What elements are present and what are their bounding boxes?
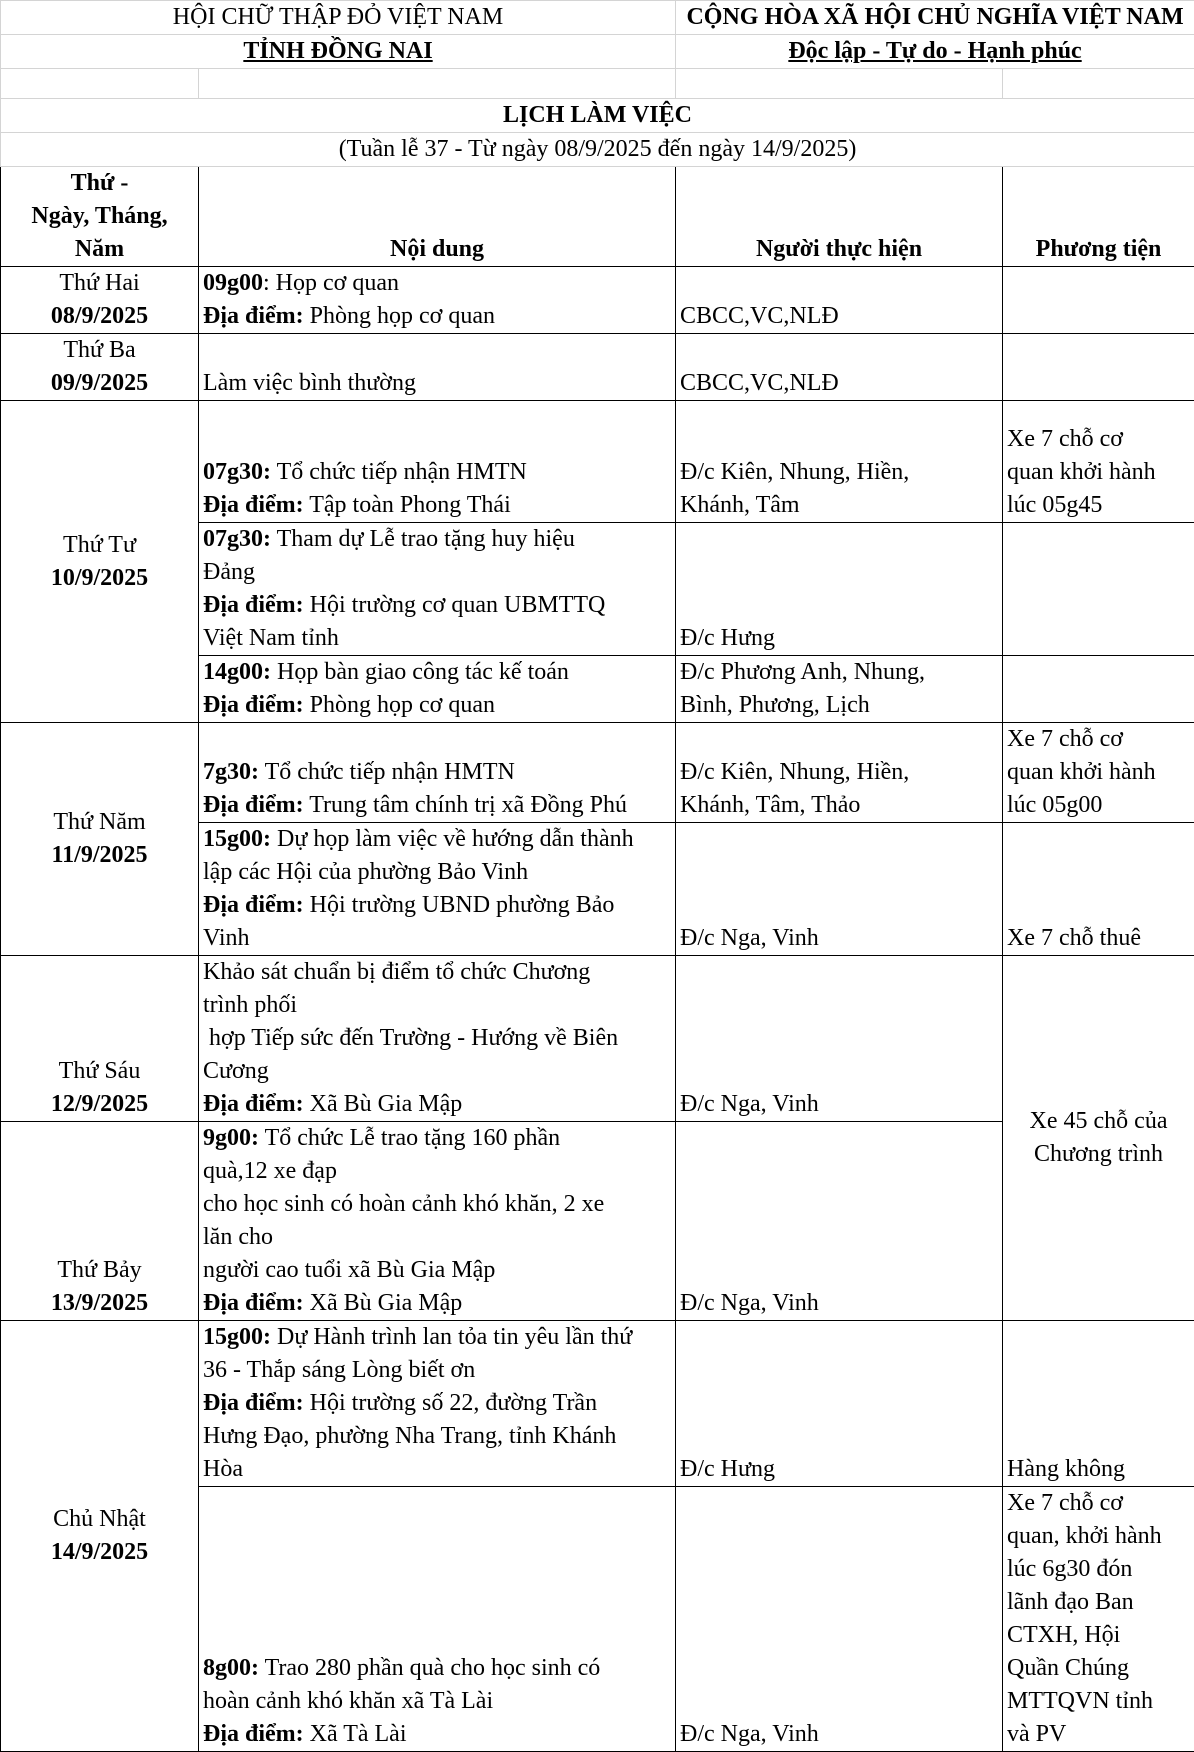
day-name: Thứ Năm (5, 806, 194, 839)
day-cell (1, 956, 199, 1122)
event-location: Xã Tà Lài (304, 1721, 407, 1747)
day-cell (1, 334, 199, 401)
event-task: Dự họp làm việc về hướng dẫn thành (271, 826, 634, 852)
day-name: Thứ Sáu (5, 1055, 194, 1088)
day-name: Thứ Hai (5, 267, 194, 300)
vehicle-cell (1003, 334, 1194, 401)
event-location: Việt Nam tỉnh (203, 622, 671, 655)
vehicle-line: quan khởi hành (1007, 756, 1190, 789)
event-task: : Họp cơ quan (263, 270, 399, 296)
table-row (1, 401, 1194, 523)
day-date: 09/9/2025 (5, 367, 194, 400)
day-cell (1, 723, 199, 956)
day-name: Chủ Nhật (5, 1503, 194, 1536)
vehicle-line: lúc 05g45 (1007, 489, 1190, 522)
event-task: Trao 280 phần quà cho học sinh có (259, 1655, 600, 1681)
event-task: Tổ chức Lễ trao tặng 160 phần (259, 1125, 560, 1151)
country-motto: Độc lập - Tự do - Hạnh phúc (676, 35, 1194, 69)
content-cell (199, 523, 676, 656)
empty-cell (1003, 69, 1194, 99)
col-header-day (1, 167, 199, 267)
vehicle-line: Xe 7 chỗ cơ (1007, 723, 1190, 756)
location-label: Địa điểm: (203, 792, 304, 818)
person-cell: Đ/c Nga, Vinh (676, 1487, 1003, 1752)
day-cell (1, 1122, 199, 1321)
event-time: 9g00: (203, 1125, 259, 1151)
vehicle-line: MTTQVN tỉnh (1007, 1685, 1190, 1718)
location-label: Địa điểm: (203, 892, 304, 918)
vehicle-line: quan khởi hành (1007, 456, 1190, 489)
content-cell (199, 267, 676, 334)
event-location: Vinh (203, 922, 671, 955)
person-cell (676, 656, 1003, 723)
person-line: Khánh, Tâm (680, 489, 998, 522)
content-cell (199, 723, 676, 823)
event-location: Hòa (203, 1453, 671, 1486)
col-header-day-line: Ngày, Tháng, (5, 200, 194, 233)
table-row (1, 723, 1194, 823)
event-time: 07g30: (203, 459, 271, 485)
col-header-person: Người thực hiện (676, 167, 1003, 267)
day-name: Thứ Ba (5, 334, 194, 367)
empty-cell (676, 69, 1003, 99)
event-task: lập các Hội của phường Bảo Vinh (203, 856, 671, 889)
person-cell: Đ/c Hưng (676, 1321, 1003, 1487)
person-line: Bình, Phương, Lịch (680, 689, 998, 722)
event-task: quà,12 xe đạp (203, 1155, 671, 1188)
day-cell (1, 1321, 199, 1752)
event-location: Tập toàn Phong Thái (304, 492, 511, 518)
event-task: Tổ chức tiếp nhận HMTN (259, 759, 515, 785)
event-task: Tham dự Lễ trao tặng huy hiệu (271, 526, 575, 552)
vehicle-cell (1003, 956, 1194, 1321)
col-header-day-line: Thứ - (5, 167, 194, 200)
content-cell (199, 823, 676, 956)
event-time: 15g00: (203, 826, 271, 852)
vehicle-cell (1003, 401, 1194, 523)
table-row (1, 1321, 1194, 1487)
event-task: Cương (203, 1055, 671, 1088)
vehicle-line: quan, khởi hành (1007, 1520, 1190, 1553)
person-cell: CBCC,VC,NLĐ (676, 334, 1003, 401)
content-cell (199, 1122, 676, 1321)
event-time: 09g00 (203, 270, 263, 296)
location-label: Địa điểm: (203, 1390, 304, 1416)
vehicle-line: Xe 45 chỗ của (1007, 1105, 1190, 1138)
vehicle-line: Xe 7 chỗ cơ (1007, 423, 1190, 456)
event-task: Dự Hành trình lan tỏa tin yêu lần thứ (271, 1324, 632, 1350)
person-cell (676, 401, 1003, 523)
event-location: Xã Bù Gia Mập (304, 1290, 463, 1316)
location-label: Địa điểm: (203, 1091, 304, 1117)
person-cell: Đ/c Hưng (676, 523, 1003, 656)
day-date: 14/9/2025 (5, 1536, 194, 1569)
col-header-day-line: Năm (5, 233, 194, 266)
location-label: Địa điểm: (203, 592, 304, 618)
empty-cell (1, 69, 199, 99)
event-task: người cao tuổi xã Bù Gia Mập (203, 1254, 671, 1287)
event-task: 36 - Thắp sáng Lòng biết ơn (203, 1354, 671, 1387)
location-label: Địa điểm: (203, 303, 304, 329)
day-date: 11/9/2025 (5, 839, 194, 872)
org-province: TỈNH ĐỒNG NAI (1, 35, 676, 69)
vehicle-line: Chương trình (1007, 1138, 1190, 1171)
table-row (1, 267, 1194, 334)
person-cell: CBCC,VC,NLĐ (676, 267, 1003, 334)
person-line: Đ/c Phương Anh, Nhung, (680, 656, 998, 689)
vehicle-line: lúc 05g00 (1007, 789, 1190, 822)
event-location: Hưng Đạo, phường Nha Trang, tỉnh Khánh (203, 1420, 671, 1453)
location-label: Địa điểm: (203, 1290, 304, 1316)
event-task: cho học sinh có hoàn cảnh khó khăn, 2 xe (203, 1188, 671, 1221)
vehicle-line: lãnh đạo Ban (1007, 1586, 1190, 1619)
event-task: hoàn cảnh khó khăn xã Tà Lài (203, 1685, 671, 1718)
vehicle-cell (1003, 656, 1194, 723)
event-location: Hội trường cơ quan UBMTTQ (304, 592, 606, 618)
table-row (1, 334, 1194, 401)
event-task: trình phối (203, 989, 671, 1022)
location-label: Địa điểm: (203, 1721, 304, 1747)
event-task: hợp Tiếp sức đến Trường - Hướng về Biên (203, 1022, 671, 1055)
person-cell: Đ/c Nga, Vinh (676, 1122, 1003, 1321)
content-cell (199, 1321, 676, 1487)
vehicle-line: Xe 7 chỗ cơ (1007, 1487, 1190, 1520)
content-cell (199, 401, 676, 523)
person-line: Đ/c Kiên, Nhung, Hiền, (680, 456, 998, 489)
event-time: 15g00: (203, 1324, 271, 1350)
page-subtitle: (Tuần lễ 37 - Từ ngày 08/9/2025 đến ngày 14/9/2025) (1, 133, 1194, 167)
event-location: Xã Bù Gia Mập (304, 1091, 463, 1117)
col-header-vehicle: Phương tiện (1003, 167, 1194, 267)
vehicle-line: Quần Chúng (1007, 1652, 1190, 1685)
vehicle-line: lúc 6g30 đón (1007, 1553, 1190, 1586)
day-name: Thứ Tư (5, 529, 194, 562)
day-date: 10/9/2025 (5, 562, 194, 595)
vehicle-cell: Xe 7 chỗ thuê (1003, 823, 1194, 956)
vehicle-line: CTXH, Hội (1007, 1619, 1190, 1652)
day-date: 13/9/2025 (5, 1287, 194, 1320)
person-cell: Đ/c Nga, Vinh (676, 823, 1003, 956)
content-cell (199, 656, 676, 723)
event-task: Tổ chức tiếp nhận HMTN (271, 459, 527, 485)
person-cell (676, 723, 1003, 823)
vehicle-cell: Hàng không (1003, 1321, 1194, 1487)
event-location: Hội trường UBND phường Bảo (304, 892, 615, 918)
vehicle-cell (1003, 523, 1194, 656)
person-line: Đ/c Kiên, Nhung, Hiền, (680, 756, 998, 789)
event-location: Hội trường số 22, đường Trần (304, 1390, 597, 1416)
day-date: 12/9/2025 (5, 1088, 194, 1121)
person-line: Khánh, Tâm, Thảo (680, 789, 998, 822)
vehicle-cell (1003, 267, 1194, 334)
event-task: Họp bàn giao công tác kế toán (271, 659, 569, 685)
event-task: Khảo sát chuẩn bị điểm tổ chức Chương (203, 956, 671, 989)
content-cell (199, 1487, 676, 1752)
location-label: Địa điểm: (203, 492, 304, 518)
event-task: Đảng (203, 556, 671, 589)
event-location: Phòng họp cơ quan (304, 692, 495, 718)
event-time: 14g00: (203, 659, 271, 685)
day-cell (1, 267, 199, 334)
day-cell (1, 401, 199, 723)
page-title: LỊCH LÀM VIỆC (1, 99, 1194, 133)
vehicle-cell (1003, 1487, 1194, 1752)
event-location: Phòng họp cơ quan (304, 303, 495, 329)
event-location: Trung tâm chính trị xã Đồng Phú (304, 792, 627, 818)
table-row (1, 956, 1194, 1122)
country-name: CỘNG HÒA XÃ HỘI CHỦ NGHĨA VIỆT NAM (676, 1, 1194, 35)
org-name: HỘI CHỮ THẬP ĐỎ VIỆT NAM (1, 1, 676, 35)
day-date: 08/9/2025 (5, 300, 194, 333)
col-header-content: Nội dung (199, 167, 676, 267)
event-time: 7g30: (203, 759, 259, 785)
vehicle-cell (1003, 723, 1194, 823)
event-time: 8g00: (203, 1655, 259, 1681)
event-time: 07g30: (203, 526, 271, 552)
empty-cell (199, 69, 676, 99)
location-label: Địa điểm: (203, 692, 304, 718)
vehicle-line: và PV (1007, 1718, 1190, 1751)
person-cell: Đ/c Nga, Vinh (676, 956, 1003, 1122)
content-cell (199, 956, 676, 1122)
day-name: Thứ Bảy (5, 1254, 194, 1287)
event-task: lăn cho (203, 1221, 671, 1254)
content-cell: Làm việc bình thường (199, 334, 676, 401)
